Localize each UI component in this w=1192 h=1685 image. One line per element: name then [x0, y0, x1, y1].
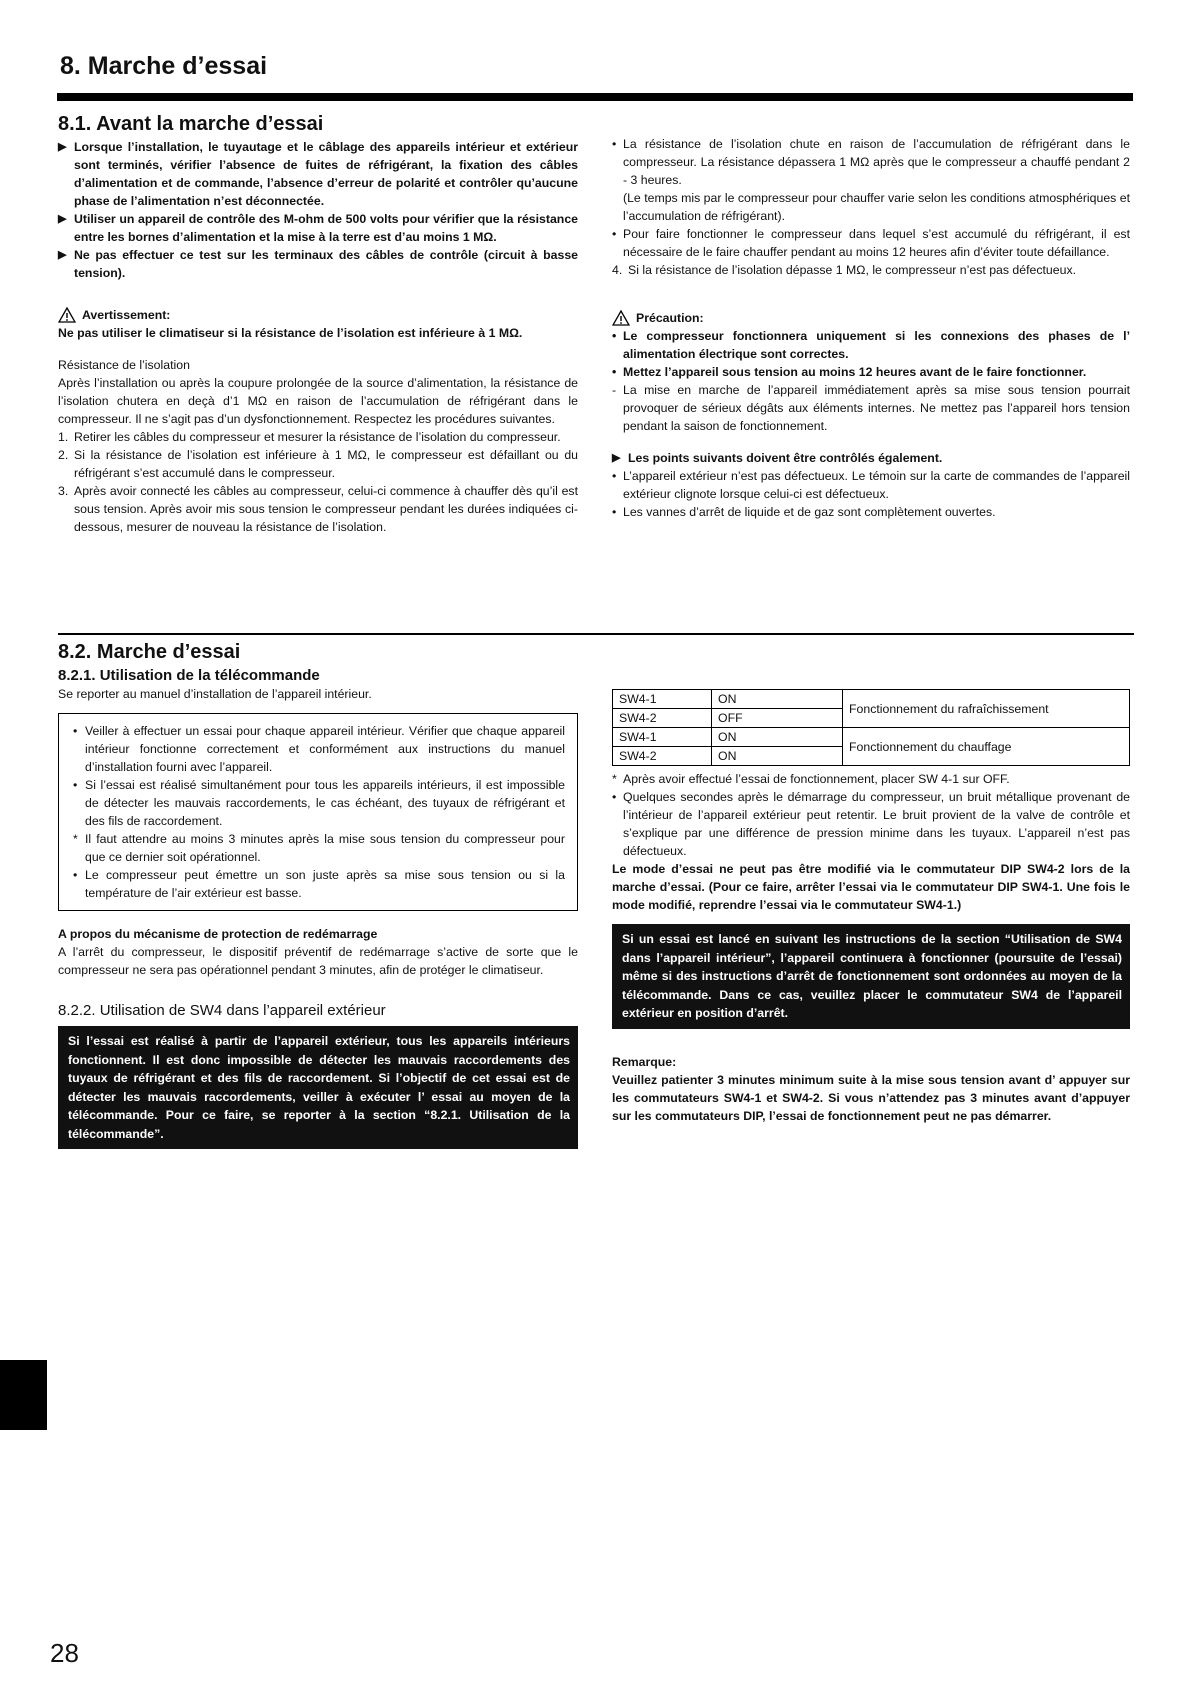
subsection-8-2-2-title: 8.2.2. Utilisation de SW4 dans l’appareil extérieur	[58, 1002, 386, 1019]
list-item: • Veiller à effectuer un essai pour chaque appareil intérieur. Vérifier que chaque appareil intérieur fonctionne correctement et conformément aux instructions du manuel d’installation fourni avec l’appareil.	[73, 724, 565, 774]
list-item: • L’appareil extérieur n’est pas défectueux. Le témoin sur la carte de commandes de l’appareil extérieur clignote lorsque celui-ci est défectueux.	[612, 469, 1130, 501]
outdoor-sw4-warning-box: Si l’essai est réalisé à partir de l’appareil extérieur, tous les appareils intérieurs fonctionnent. Il est donc impossible de détecter les mauvais raccordements des tuyaux de réfrigérant et des fils de raccordement. Si l’objectif de cet essai est de détecter les mauvais raccordements, veiller à exécuter l’ essai au moyen de la télécommande. Pour ce faire, se reporter à la section “8.2.1. Utilisation de la télécommande”.	[58, 1026, 578, 1149]
list-item: 1. Retirer les câbles du compresseur et mesurer la résistance de l’isolation du compresseur.	[58, 430, 561, 444]
remote-notes-box	[58, 713, 578, 911]
section-divider	[58, 633, 1134, 635]
table-row: SW4-1 ON Fonctionnement du rafraîchissement	[613, 690, 1130, 709]
remark-title: Remarque:	[612, 1054, 677, 1069]
table-row: SW4-1 ON Fonctionnement du chauffage	[613, 728, 1130, 747]
subsection-8-2-1-title: 8.2.1. Utilisation de la télécommande	[58, 667, 320, 684]
check-list	[612, 467, 1130, 521]
arrow-marker-icon: ▶	[58, 213, 67, 225]
title-rule	[57, 93, 1133, 101]
sw4-notes	[612, 770, 1130, 860]
list-item: • La résistance de l’isolation chute en raison de l’accumulation de réfrigérant dans le compresseur. La résistance dépassera 1 MΩ après que le compresseur a chauffé pendant 2 - 3 heures.	[612, 137, 1130, 187]
list-item: • Si l’essai est réalisé simultanément pour tous les appareils intérieurs, il est impossible de détecter les mauvais raccordements, le cas échéant, des tuyaux de réfrigérant et des fils de raccordement.	[73, 778, 565, 828]
list-item: 4. Si la résistance de l’isolation dépasse 1 MΩ, le compresseur n’est pas défectueux.	[612, 263, 1077, 277]
page-number: 28	[50, 1638, 79, 1668]
check-heading: ▶ Les points suivants doivent être contrôlés également.	[612, 451, 943, 465]
sw4-table	[612, 689, 1130, 766]
table-row: SW4-2 OFF	[613, 709, 1130, 728]
caution-triangle-icon	[612, 310, 630, 326]
section-8-1-right	[612, 135, 1130, 521]
list-item: • Quelques secondes après le démarrage du compresseur, un bruit métallique provenant de l’intérieur de l’appareil extérieur peut retentir. Le bruit provient de la valve de contrôle et s’explique par une différence de pression minime dans les tuyaux. L’appareil n’est pas défectueux.	[612, 790, 1130, 858]
warning-heading: Avertissement:	[58, 306, 578, 324]
caution-list	[612, 327, 1130, 435]
list-item: 2. Si la résistance de l’isolation est inférieure à 1 MΩ, le compresseur est défaillant ou du réfrigérant s’est accumulé dans le compresseur.	[58, 448, 578, 480]
list-item: • Pour faire fonctionner le compresseur dans lequel s’est accumulé du réfrigérant, il est nécessaire de le faire chauffer pendant au moins 12 heures afin d’éviter toute défaillance.	[612, 227, 1130, 259]
caution-heading: Précaution:	[612, 309, 1130, 327]
arrow-marker-icon: ▶	[58, 141, 67, 153]
insulation-text: Après l’installation ou après la coupure prolongée de la source d’alimentation, la résistance de l’isolation chutera en deçà d’1 MΩ en raison de l’accumulation de réfrigérant dans le compresseur. Il ne s’agit pas d’un dysfonctionnement. Respectez les procédures suivantes.	[58, 376, 578, 426]
list-item: ▶ Ne pas effectuer ce test sur les terminaux des câbles de contrôle (circuit à basse tension).	[58, 248, 578, 280]
list-item: ▶ Lorsque l’installation, le tuyautage et le câblage des appareils intérieur et extérieur sont terminés, vérifier l’absence de fuites de réfrigérant, la fixation des câbles d’alimentation et de commande, l’absence d’erreur de polarité et contrôler qu’aucune phase de l’alimentation n’est déconnectée.	[58, 140, 578, 208]
dip-mode-warning: Le mode d’essai ne peut pas être modifié via le commutateur DIP SW4-2 lors de la marche d’essai. (Pour ce faire, arrêter l’essai via le commutateur DIP SW4-1. Une fois le mode modifié, reprendre l’essai via le commutateur SW4-1.)	[612, 862, 1130, 912]
section-8-1-left	[58, 112, 578, 536]
insulation-title: Résistance de l’isolation	[58, 358, 190, 372]
resistance-notes	[612, 135, 1130, 261]
list-item: • Mettez l’appareil sous tension au moins 12 heures avant de le faire fonctionner.	[612, 365, 1087, 379]
list-item: • Les vannes d’arrêt de liquide et de gaz sont complètement ouvertes.	[612, 505, 996, 519]
list-item: • Le compresseur fonctionnera uniquement si les connexions des phases de l’ alimentation électrique sont correctes.	[612, 329, 1130, 361]
insulation-steps	[58, 428, 578, 536]
list-item: ▶ Utiliser un appareil de contrôle des M-ohm de 500 volts pour vérifier que la résistance entre les bornes d’alimentation et la mise à la terre est d’au moins 1 MΩ.	[58, 212, 578, 244]
warning-triangle-icon	[58, 307, 76, 323]
indoor-sw4-warning-box: Si un essai est lancé en suivant les instructions de la section “Utilisation de SW4 dans l’appareil intérieur”, l’appareil continuera à fonctionner (poursuite de l’essai) même si des instructions d’arrêt de fonctionnement sont ordonnées au moyen de la télécommande. Dans ce cas, veuillez placer le commutateur SW4 de l’appareil extérieur en position d’arrêt.	[612, 924, 1130, 1029]
section-8-2-title: 8.2. Marche d’essai	[58, 641, 241, 663]
remark-text: Veuillez patienter 3 minutes minimum suite à la mise sous tension avant d’ appuyer sur les commutateurs SW4-1 et SW4-2. Si vous n’attendez pas 3 minutes avant d’appuyer sur les commutateurs DIP, l’essai de fonctionnement peut ne pas démarrer.	[612, 1072, 1130, 1123]
chapter-tab-marker	[0, 1360, 47, 1430]
remote-intro: Se reporter au manuel d’installation de l’appareil intérieur.	[58, 687, 372, 701]
prerequisite-list	[58, 138, 578, 282]
list-item: 3. Après avoir connecté les câbles au compresseur, celui-ci commence à chauffer dès qu’il est sous tension. Après avoir mis sous tension le compresseur pendant les durées indiquées ci-dessous, mesurer de nouveau la résistance de l’isolation.	[58, 484, 578, 534]
section-8-2-left	[58, 640, 578, 1149]
restart-title: A propos du mécanisme de protection de redémarrage	[58, 927, 378, 941]
list-item: - La mise en marche de l’appareil immédiatement après sa mise sous tension pourrait provoquer de sérieux dégâts aux éléments internes. Ne mettez pas l’appareil hors tension pendant la saison de fonctionnement.	[612, 383, 1130, 433]
cooling-mode-cell: Fonctionnement du rafraîchissement	[843, 690, 1130, 728]
list-item: * Il faut attendre au moins 3 minutes après la mise sous tension du compresseur pour que ce dernier soit opérationnel.	[73, 832, 565, 864]
heating-mode-cell: Fonctionnement du chauffage	[843, 728, 1130, 766]
arrow-marker-icon: ▶	[612, 452, 621, 464]
warning-text: Ne pas utiliser le climatiseur si la résistance de l’isolation est inférieure à 1 MΩ.	[58, 326, 523, 340]
list-item: * Après avoir effectué l’essai de fonctionnement, placer SW 4-1 sur OFF.	[612, 772, 1010, 786]
restart-text: A l’arrêt du compresseur, le dispositif préventif de redémarrage s’active de sorte que le compresseur ne sera pas opérationnel pendant 3 minutes, afin de protéger le climatiseur.	[58, 945, 578, 977]
section-8-1-title: 8.1. Avant la marche d’essai	[58, 113, 324, 135]
page-title: 8. Marche d’essai	[60, 52, 268, 80]
list-item: • Le compresseur peut émettre un son juste après sa mise sous tension ou si la température de l’air extérieur est basse.	[73, 868, 565, 900]
arrow-marker-icon: ▶	[58, 249, 67, 261]
table-row: SW4-2 ON	[613, 747, 1130, 766]
list-item: (Le temps mis par le compresseur pour chauffer varie selon les conditions atmosphériques et l’accumulation de réfrigérant).	[623, 191, 1130, 223]
section-8-2-right	[612, 689, 1130, 1125]
